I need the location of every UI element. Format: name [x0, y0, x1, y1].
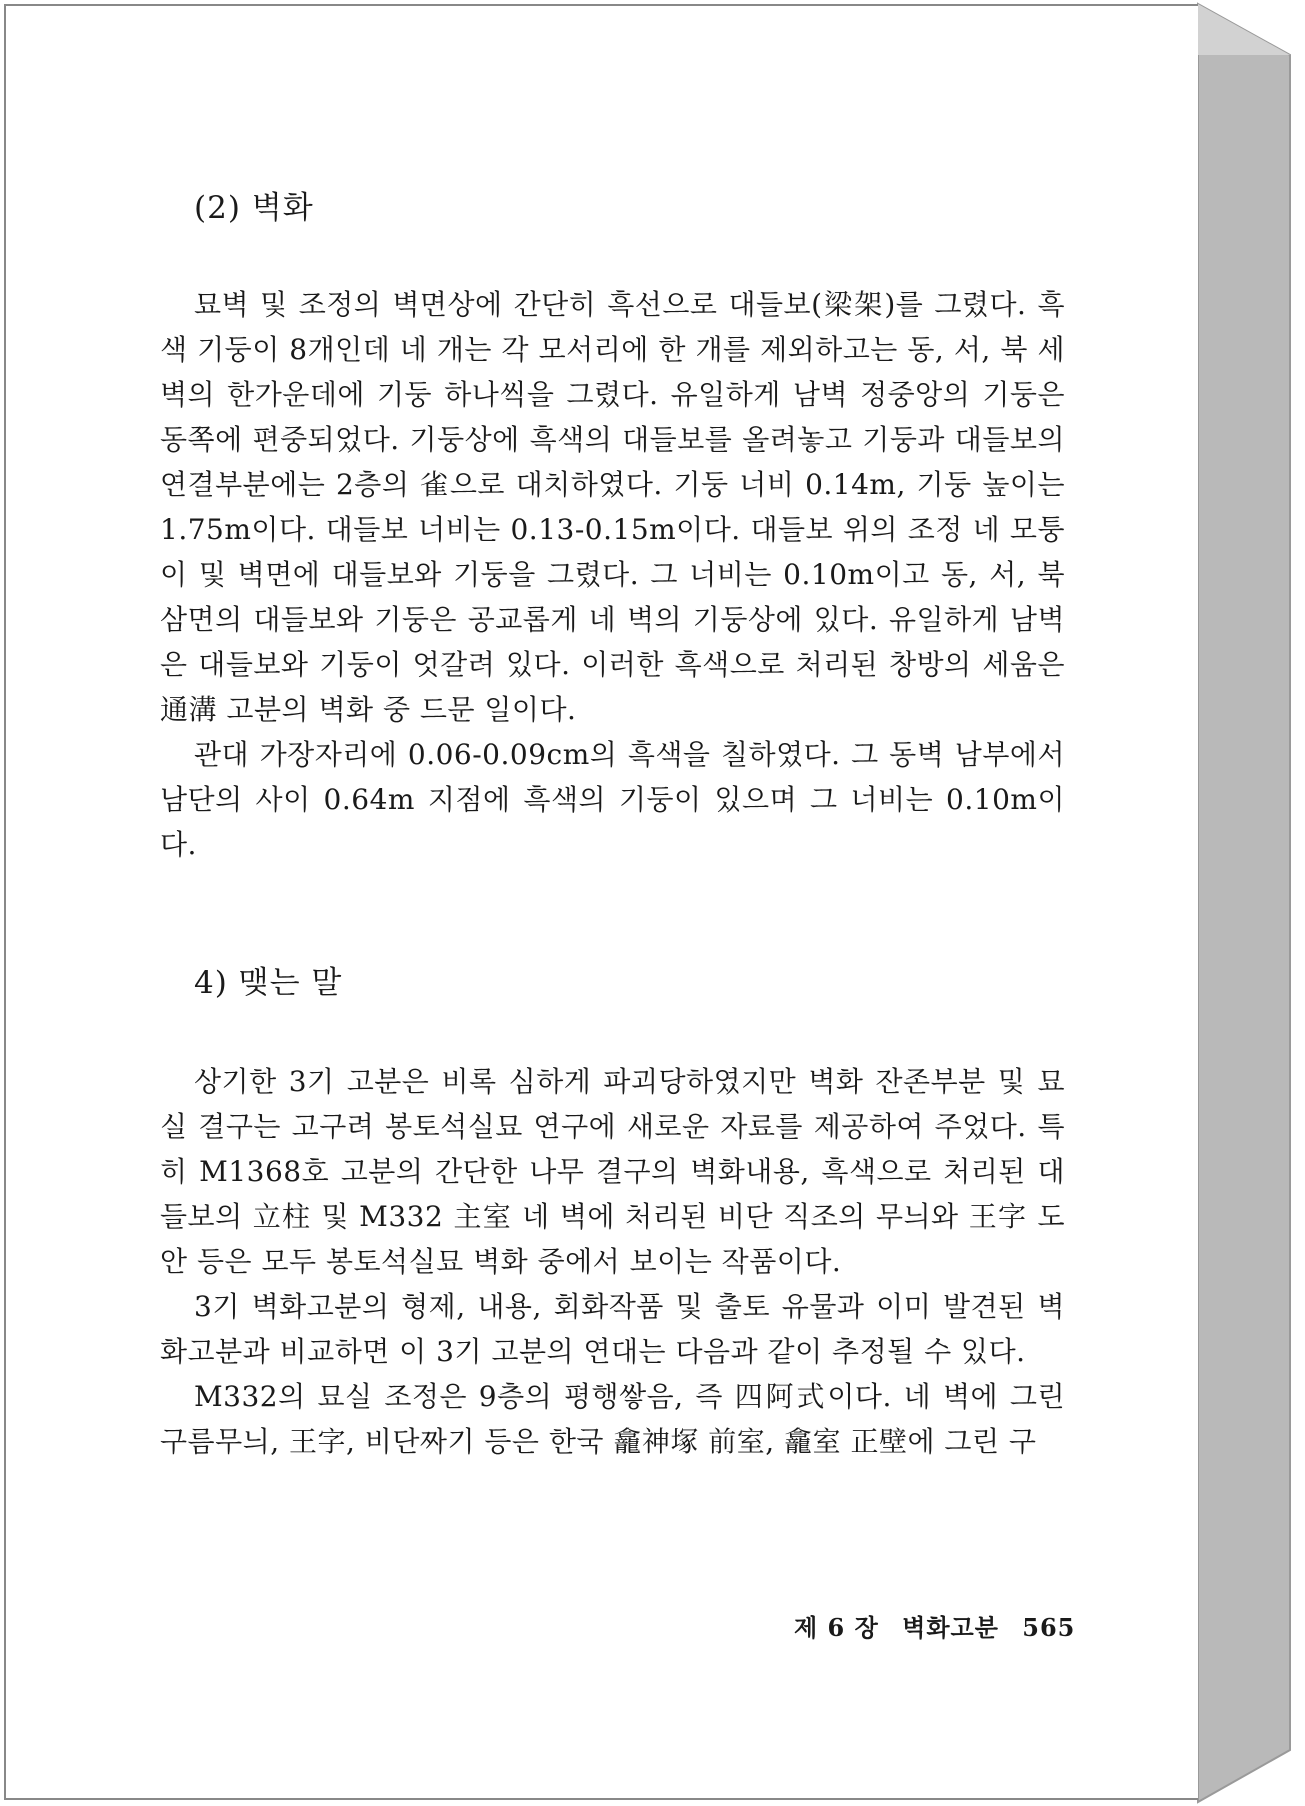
- footer-title: 벽화고분: [902, 1613, 999, 1642]
- section-heading: 4) 맺는 말: [194, 965, 343, 1001]
- page-number: 565: [1022, 1613, 1076, 1642]
- page-footer: [780, 1608, 1075, 1643]
- section-body: [160, 1059, 1065, 1464]
- paragraph: 3기 벽화고분의 형제, 내용, 회화작품 및 출토 유물과 이미 발견된 벽화고분과 비교하면 이 3기 고분의 연대는 다음과 같이 추정될 수 있다.: [160, 1290, 1065, 1368]
- paragraph: 묘벽 및 조정의 벽면상에 간단히 흑선으로 대들보(梁架)를 그렸다. 흑색 기둥이 8개인데 네 개는 각 모서리에 한 개를 제외하고는 동, 서, 북 세 벽의 한가운데에 기둥 하나씩을 그렸다. 유일하게 남벽 정중앙의 기둥은 동쪽에 편중되었다. 기둥상에 흑색의 대들보를 올려놓고 기둥과 대들보의 연결부분에는 2층의 雀으로 대치하였다. 기둥 너비 0.14m, 기둥 높이는 1.75m이다. 대들보 너비는 0.13-0.15m이다. 대들보 위의 조정 네 모퉁이 및 벽면에 대들보와 기둥을 그렸다. 그 너비는 0.10m이고 동, 서, 북 삼면의 대들보와 기둥은 공교롭게 네 벽의 기둥상에 있다. 유일하게 남벽은 대들보와 기둥이 엇갈려 있다. 이러한 흑색으로 처리된 창방의 세움은 通溝 고분의 벽화 중 드문 일이다.: [160, 288, 1065, 726]
- section-murals: [160, 188, 1065, 867]
- section-conclusion: [160, 963, 1065, 1464]
- section-body: [160, 282, 1065, 867]
- paragraph: 상기한 3기 고분은 비록 심하게 파괴당하였지만 벽화 잔존부분 및 묘실 결구는 고구려 봉토석실묘 연구에 새로운 자료를 제공하여 주었다. 특히 M1368호 고분의 간단한 나무 결구의 벽화내용, 흑색으로 처리된 대들보의 立柱 및 M332 主室 네 벽에 처리된 비단 직조의 무늬와 王字 도안 등은 모두 봉토석실묘 벽화 중에서 보이는 작품이다.: [160, 1065, 1065, 1278]
- page-stack-side: [1198, 4, 1290, 1802]
- page-content: [160, 160, 1065, 1464]
- section-heading: (2) 벽화: [194, 190, 314, 226]
- paragraph: M332의 묘실 조정은 9층의 평행쌓음, 즉 四阿式이다. 네 벽에 그린 구름무늬, 王字, 비단짜기 등은 한국 龕神塚 前室, 龕室 正壁에 그린 구: [160, 1380, 1065, 1458]
- paragraph: 관대 가장자리에 0.06-0.09cm의 흑색을 칠하였다. 그 동벽 남부에서 남단의 사이 0.64m 지점에 흑색의 기둥이 있으며 그 너비는 0.10m이다.: [160, 738, 1065, 861]
- footer-chapter: 제 6 장: [794, 1613, 879, 1642]
